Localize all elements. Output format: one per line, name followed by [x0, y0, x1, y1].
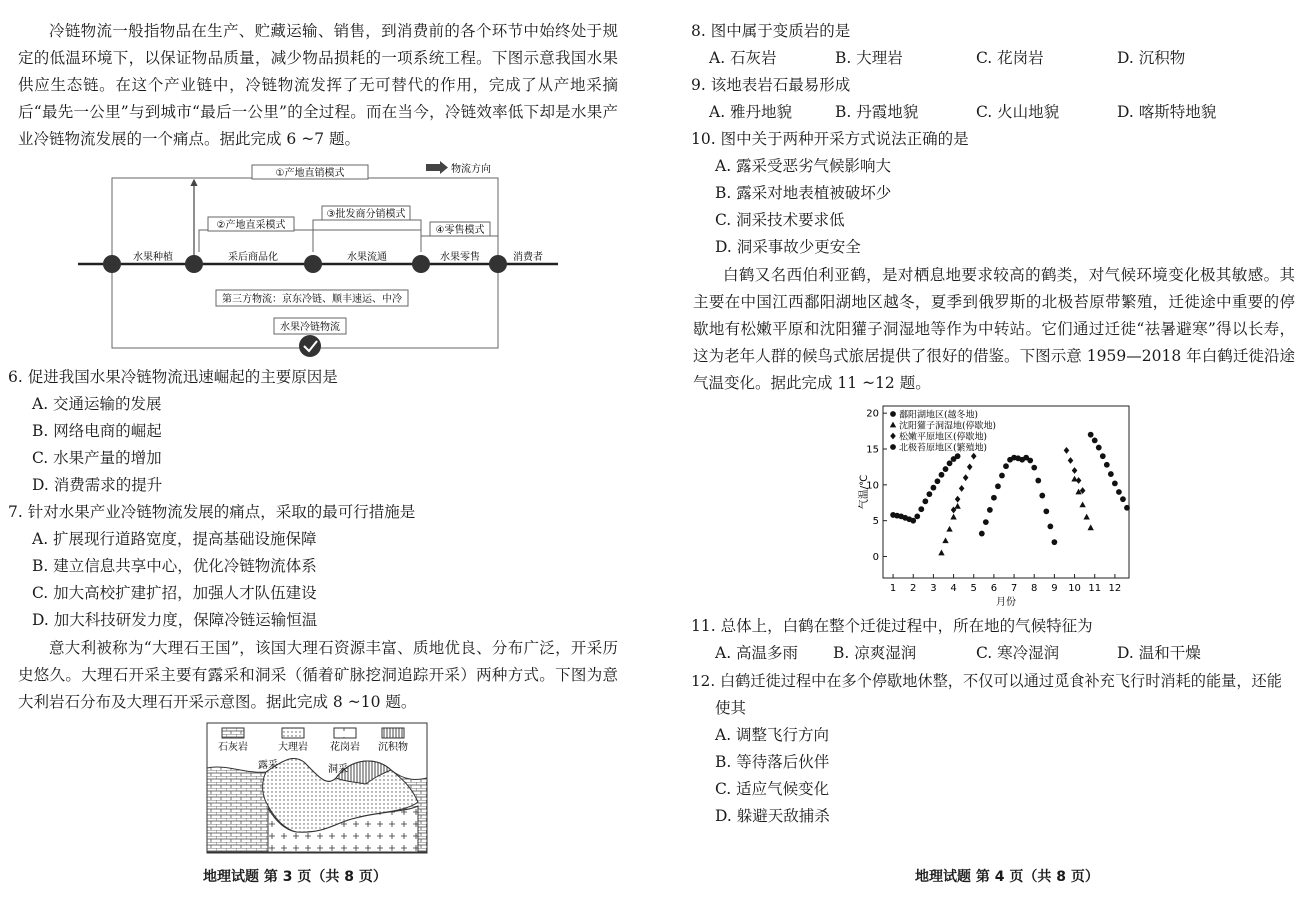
mode2-label: ②产地直采模式: [216, 220, 286, 231]
data-point: [1124, 505, 1130, 511]
q11-option-a[interactable]: A. 高温多雨: [715, 644, 799, 662]
x-tick-label: 4: [950, 583, 957, 594]
data-point: [926, 491, 932, 497]
data-point: [955, 453, 961, 459]
q10-option-a[interactable]: A. 露采受恶劣气候影响大: [715, 157, 892, 175]
x-tick-label: 2: [910, 583, 917, 594]
q9-option-a[interactable]: A. 雅丹地貌: [709, 103, 793, 121]
third-party-label: 第三方物流：京东冷链、顺丰速运、中冷: [222, 294, 402, 305]
checkmark-icon: [299, 335, 321, 357]
data-point: [1043, 508, 1049, 514]
q9-option-b[interactable]: B. 丹霞地貌: [835, 103, 919, 121]
q6-option-b[interactable]: B. 网络电商的崛起: [32, 422, 162, 440]
label-cave-mining: 洞采: [328, 764, 348, 775]
x-tick-label: 5: [970, 583, 977, 594]
intro-crane: 白鹤又名西伯利亚鹤，是对栖息地要求较高的鹤类，对气候环境变化极其敏感。其主要在中国江西鄱阳湖地区越冬，夏季到俄罗斯的北极苔原带繁殖，迁徙途中重要的停歇地有松嫩平原和沈阳獾子洞湿地等作为中转站。它们通过迁徙“祛暑避寒”得以长寿，这为老年人群的候鸟式旅居提供了很好的借鉴。下图示意 1959—2018 年白鹤迁徙沿途气温变化。据此完成 11 ~12 题。: [693, 266, 1295, 392]
legend-limestone: 石灰岩: [218, 742, 248, 753]
q9-option-d[interactable]: D. 喀斯特地貌: [1117, 103, 1217, 121]
data-point: [1096, 445, 1102, 451]
q11-option-c[interactable]: C. 寒冷湿润: [976, 644, 1060, 662]
legend-marker: [890, 411, 896, 417]
y-axis-label: 气温/℃: [859, 474, 870, 510]
stage-commercial: 采后商品化: [228, 252, 278, 263]
data-point: [995, 483, 1001, 489]
label-open-pit: 露采: [258, 760, 278, 771]
data-point: [922, 498, 928, 504]
q12-option-a[interactable]: A. 调整飞行方向: [715, 726, 830, 744]
q12-option-d[interactable]: D. 躲避天敌捕杀: [715, 807, 830, 825]
legend-label: 鄱阳湖地区(越冬地): [899, 410, 979, 421]
question-12: 12. 白鹤迁徙过程中在多个停歇地休整，不仅可以通过觅食补充飞行时消耗的能量，还能: [691, 672, 1282, 690]
data-point: [1003, 463, 1009, 469]
shop-icon: [412, 255, 430, 273]
data-point: [991, 495, 997, 501]
x-tick-label: 9: [1051, 583, 1058, 594]
data-point: [1027, 458, 1033, 464]
footer-page-3: 地理试题 第 3 页（共 8 页）: [203, 869, 387, 885]
data-point: [910, 518, 916, 524]
page-3: [0, 0, 620, 900]
legend-marble: 大理岩: [278, 742, 308, 753]
data-point: [935, 478, 941, 484]
x-axis-label: 月份: [996, 597, 1016, 608]
q7-option-b[interactable]: B. 建立信息共享中心，优化冷链物流体系: [32, 557, 317, 575]
data-point: [1047, 524, 1053, 530]
q8-option-b[interactable]: B. 大理岩: [835, 49, 903, 67]
y-tick-label: 20: [866, 408, 879, 420]
q10-option-d[interactable]: D. 洞采事故少更安全: [715, 238, 861, 256]
data-point: [943, 466, 949, 472]
data-point: [1031, 465, 1037, 471]
q6-option-c[interactable]: C. 水果产量的增加: [32, 449, 162, 467]
legend-marker: [890, 444, 896, 450]
data-point: [1039, 493, 1045, 499]
q8-option-c[interactable]: C. 花岗岩: [976, 49, 1044, 67]
mode4-label: ④零售模式: [435, 225, 485, 236]
x-tick-label: 12: [1108, 583, 1122, 594]
x-tick-label: 3: [930, 583, 937, 594]
data-point: [914, 513, 920, 519]
x-tick-label: 1: [889, 583, 897, 594]
flow-arrow-icon: [426, 164, 440, 171]
question-10: 10. 图中关于两种开采方式说法正确的是: [691, 130, 969, 148]
question-7: 7. 针对水果产业冷链物流发展的痛点，采取的最可行措施是: [8, 503, 416, 521]
q11-option-b[interactable]: B. 凉爽湿润: [833, 644, 917, 662]
intro-marble: 意大利被称为“大理石王国”，该国大理石资源丰富、质地优良、分布广泛，开采历史悠久。大理石开采主要有露采和洞采（循着矿脉挖洞追踪开采）两种方式。下图为意大利岩石分布及大理石开采示意图。据此完成 8 ~10 题。: [18, 639, 618, 711]
y-tick-label: 0: [872, 552, 879, 563]
data-point: [1092, 438, 1098, 444]
data-point: [1116, 489, 1122, 495]
y-tick-label: 15: [866, 444, 879, 456]
page-4: [653, 0, 1295, 900]
intro-cold-chain: 冷链物流一般指物品在生产、贮藏运输、销售，到消费前的各个环节中始终处于规定的低温环境下，以保证物品质量，减少物品损耗的一项系统工程。下图示意我国水果供应生态链。在这个产业链中，冷链物流发挥了无可替代的作用，完成了从产地采摘后“最先一公里”与到城市“最后一公里”的全过程。而在当今，冷链效率低下却是水果产业冷链物流发展的一个痛点。据此完成 6 ~7 题。: [18, 22, 618, 148]
q10-option-c[interactable]: C. 洞采技术要求低: [715, 211, 845, 229]
q9-option-c[interactable]: C. 火山地貌: [976, 103, 1060, 121]
legend-granite: 花岗岩: [330, 742, 360, 753]
data-point: [1108, 471, 1114, 477]
question-12-cont: 使其: [715, 699, 747, 717]
stage-planting: 水果种植: [133, 252, 173, 263]
stage-retail: 水果零售: [440, 252, 480, 263]
x-tick-label: 10: [1068, 583, 1081, 594]
q6-option-d[interactable]: D. 消费需求的提升: [32, 476, 163, 494]
q8-option-d[interactable]: D. 沉积物: [1117, 49, 1186, 67]
data-point: [918, 506, 924, 512]
x-tick-label: 7: [1010, 583, 1018, 594]
data-point: [983, 519, 989, 525]
mode3-label: ③批发商分销模式: [326, 209, 406, 220]
data-point: [947, 460, 953, 466]
data-point: [1104, 462, 1110, 468]
data-point: [1120, 496, 1126, 502]
data-point: [1051, 539, 1057, 545]
data-point: [939, 472, 945, 478]
q7-option-d[interactable]: D. 加大科技研发力度，保障冷链运输恒温: [32, 611, 318, 629]
question-11: 11. 总体上，白鹤在整个迁徙过程中，所在地的气候特征为: [691, 617, 1093, 635]
x-tick-label: 6: [990, 583, 998, 594]
y-tick-label: 10: [866, 480, 879, 492]
question-8: 8. 图中属于变质岩的是: [691, 22, 851, 40]
legend-flow: 物流方向: [451, 164, 491, 175]
stage-circulation: 水果流通: [347, 252, 387, 263]
legend-label: 松嫩平原地区(停歇地): [899, 432, 988, 443]
mode1-label: ①产地直销模式: [275, 168, 345, 179]
legend-sediment: 沉积物: [378, 742, 408, 753]
fruit-supply-chain-diagram: [76, 160, 561, 360]
x-tick-label: 8: [1031, 583, 1038, 594]
data-point: [1035, 478, 1041, 484]
q10-option-b[interactable]: B. 露采对地表植被破坏少: [715, 184, 892, 202]
footer-page-4: 地理试题 第 4 页（共 8 页）: [915, 869, 1099, 885]
farm-icon: [103, 255, 121, 273]
marble-mining-diagram: [206, 722, 428, 854]
data-point: [979, 531, 985, 537]
q12-option-c[interactable]: C. 适应气候变化: [715, 780, 830, 798]
legend-label: 沈阳獾子洞湿地(停歇地): [899, 421, 997, 432]
network-icon: [304, 255, 322, 273]
data-point: [999, 473, 1005, 479]
legend-label: 北极苔原地区(繁殖地): [899, 443, 988, 454]
data-point: [1100, 453, 1106, 459]
q6-option-a[interactable]: A. 交通运输的发展: [32, 395, 162, 413]
question-9: 9. 该地表岩石最易形成: [691, 76, 851, 94]
q7-option-c[interactable]: C. 加大高校扩建扩招，加强人才队伍建设: [32, 584, 317, 602]
q11-option-d[interactable]: D. 温和干燥: [1117, 644, 1201, 662]
x-tick-label: 11: [1088, 583, 1102, 594]
hand-icon: [185, 255, 203, 273]
consumer-icon: [489, 255, 507, 273]
cold-chain-label: 水果冷链物流: [280, 322, 340, 333]
data-point: [931, 485, 937, 491]
q8-option-a[interactable]: A. 石灰岩: [709, 49, 777, 67]
question-6: 6. 促进我国水果冷链物流迅速崛起的主要原因是: [8, 368, 338, 386]
temperature-chart: [855, 402, 1145, 610]
data-point: [1088, 432, 1094, 438]
data-point: [987, 507, 993, 513]
q12-option-b[interactable]: B. 等待落后伙伴: [715, 753, 830, 771]
data-point: [1112, 481, 1118, 487]
y-tick-label: 5: [872, 516, 879, 528]
stage-consumer: 消费者: [513, 252, 543, 263]
q7-option-a[interactable]: A. 扩展现行道路宽度，提高基础设施保障: [32, 530, 317, 548]
